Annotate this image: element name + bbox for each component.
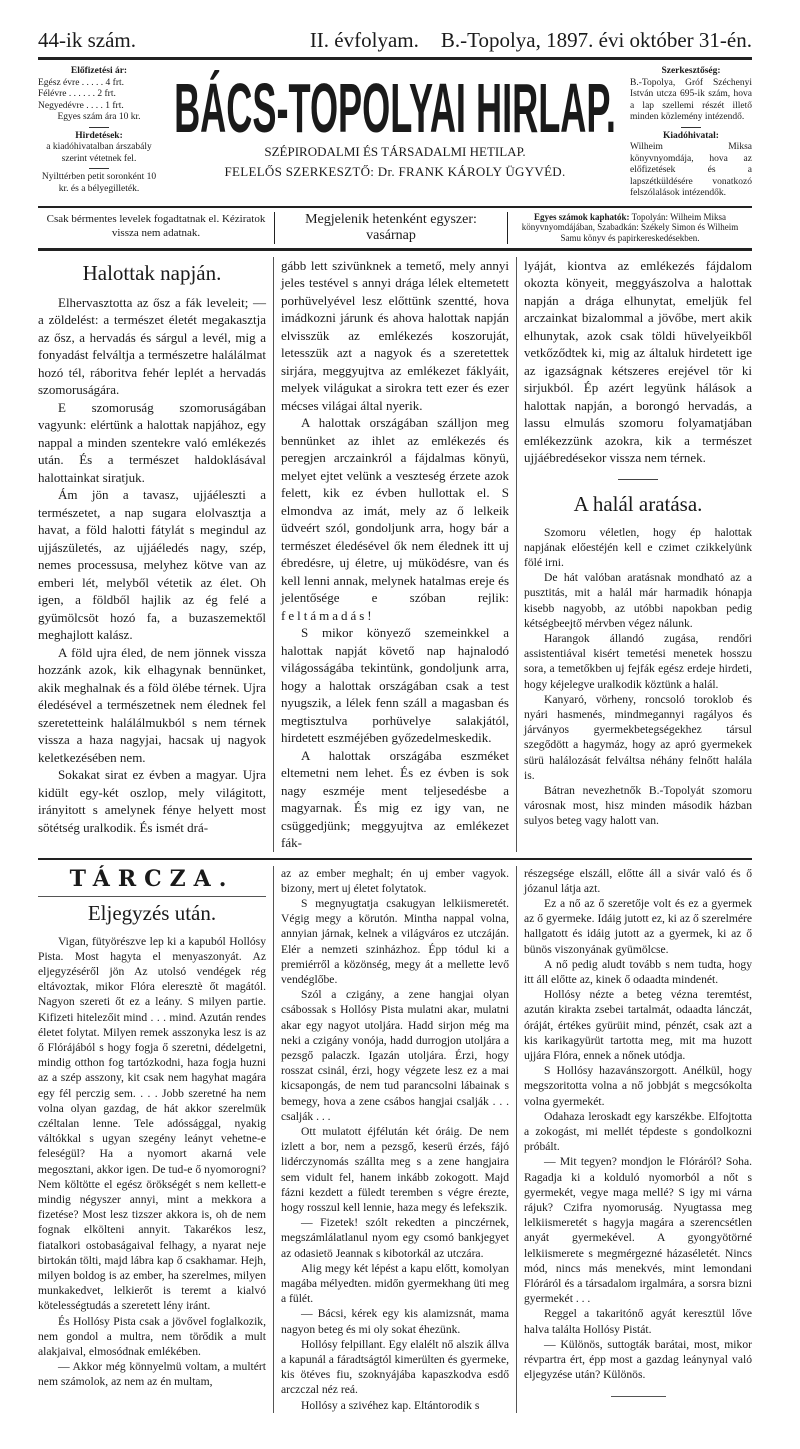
feuilleton-heading: TÁRCZA. <box>38 866 266 897</box>
paragraph: Hollósy a szivéhez kap. Eltántorodik s <box>301 1398 480 1412</box>
volume: II. évfolyam. <box>309 28 419 52</box>
story-column-3 <box>524 866 752 1413</box>
paragraph: Vigan, fütyörészve lep ki a kapuból Hollósy Pista. Most hagyta el menyaszonyát. Az eljegyzéséről jön Az utolsó vendégek rég eltávoztak, mikor Flóra eleresztè őt magától. Nagyon szereti őt ez a leány. S milyen partie. Kifizeti hitelezőit mind . . . mind. Azután rendes életet folytat. Milyen remek asszonyka lesz is az ő Flórájából s hogy fogja ő szeretni, dédelgetni, mindig otthon fog tartózkodni, haza fogja huzni az a szép asszony, kit csak nem hagyhat magára egy fél perczig sem. . . . Jobb szeretné ha nem volna olyan gazdag, de hát akkor szerelmük czéltalan lenne. Tele adóssággal, nyakig váltókkal s ugyan szegény leányt vehetne-e feleségül? Ha a nyomort akarná vele megosztani, akkor igen. De tud-e ő nyomorogni? Nem költötte el egész örökségét s nem kellett-e mindig négyszer annyi, mint a mekkora a fizetése? Most lesz tizszer akkora is, oh de nem fognak elkölteni annyit. Takarékos lesz, fiatalkori ostobaságaival felhagy, a nyarat neje birtokán tölti, majd lábra kap ő csakhamar. Hejh, milyen boldog is az ember, ha szerelmes, milyen munkakedvet, lelkierőt is teremt a kialvó kötelességtudás a szeretett lény iránt. <box>38 934 266 1313</box>
divider <box>89 168 109 169</box>
paragraph <box>281 414 509 624</box>
divider <box>89 127 109 128</box>
masthead-logo <box>170 66 620 140</box>
paragraph: Ám jön a tavasz, ujjáéleszti a természetet, a nap sugara elolvasztja a havat, a föld halotti fátylát s megindul az ujjászületés, az ujjáéledés nagy, szép, nemes processusa, melyhez kötve van az emberi lét, melyből vétetik az élet. Oh igen, a földből hajlik az ég felé a gyümölcsöt hozó fa, a buzaszemektől meghajlott kalász. <box>38 487 266 642</box>
ads-title: Hirdetések: <box>75 130 123 141</box>
column-divider <box>273 866 274 1413</box>
manuscript-note: Csak bérmentes levelek fogadtatnak el. Kéziratok vissza nem adatnak. <box>46 212 266 239</box>
sales-text: Topolyán: Wilheim Miksa könyvnyomdájában, Szabadkán: Székely Simon és Wilheim Samu könyv és papirkereskedésekben. <box>521 211 739 243</box>
top-articles <box>38 251 752 858</box>
divider <box>618 479 658 480</box>
story-column-2 <box>281 866 509 1413</box>
article-column-3 <box>524 257 752 852</box>
responsible-editor: FELELŐS SZERKESZTŐ: Dr. FRANK KÁROLY ÜGYVÉD. <box>224 164 566 179</box>
story-column-1 <box>38 866 266 1413</box>
paragraph: De hát valóban aratásnak mondható az a pusztitás, mit a halál már harmadik hónapja kisebb nagyobb, az utóbbi napokban pedig kétségbeejtő mérvben végez nálunk. <box>524 571 752 630</box>
schedule-day: vasárnap <box>366 227 416 243</box>
masthead-title: BÁCS-TOPOLYAI HIRLAP. <box>174 69 616 140</box>
article-continuation <box>524 257 752 467</box>
masthead-subtitle: SZÉPIRODALMI ÉS TÁRSADALMI HETILAP. <box>264 144 526 159</box>
feuilleton <box>38 860 752 1419</box>
issue-date: B.-Topolya, 1897. évi október 31-én. <box>440 28 752 52</box>
price-single: Egyes szám ára 10 kr. <box>57 112 141 122</box>
paragraph: Kanyaró, vörheny, roncsoló toroklob és nyári hasmenés, mindmegannyi ragályos és járványos gyermekbetegségekhez társul szegődött a hagymáz, hogy az apró gyermekek sürü halálozását felváltsa néhány felnőtt halála is. <box>524 692 752 782</box>
paragraph: S megnyugtatja csakugyan lelkiismeretét. Végig megy a körutón. Mintha nappal volna, annyian járnak, kelnek a világváros ez utczáján. Elér a nemzeti szinházhoz. Épp tódul ki a premiérről a közönség, megy át a mellette levő vendéglőbe. <box>281 896 509 986</box>
paragraph: — Akkor még könnyelmü voltam, a multért nem számolok, az nem az én multam, <box>38 1360 266 1389</box>
masthead-row <box>38 60 752 206</box>
paragraph: — Bácsi, kérek egy kis alamizsnát, mama nagyon beteg és mi oly sokat éhezünk. <box>281 1307 509 1336</box>
publisher-text: Wilheim Miksa könyvnyomdája, hova az előfizetések és a lapszétküldésére vonatkozó felszólalások intézendők. <box>630 142 752 198</box>
paragraph: Elhervasztotta az ősz a fák leveleit; — a zöldelést: a természet életét megakasztja az ősz, a hervadás és sárgul a levél, mig a fonyadást felváltja a természetre halálálmat hozó tél, ráboritva fehér leplét a hervadás szomoruságára. <box>38 294 266 397</box>
sales-points <box>508 212 752 244</box>
paragraph: Sokakat sirat ez évben a magyar. Ujra kidült egy-két oszlop, mely világitott, irányitott s amelynek fénye helyett most sötétség uralkodik. És ismét drá- <box>38 767 266 835</box>
price-half-year: Félévre . . . . . . 2 frt. <box>38 89 116 99</box>
nyilter-text: Nyilttérben petit soronként 10 kr. és a bélyegilleték. <box>41 172 157 194</box>
paragraph: Szomoru véletlen, hogy ép halottak napjának előestéjén kell e czimet czikkelyünk fölé irni. <box>524 525 752 569</box>
paragraph: Harangok állandó zugása, rendőri assistentiával kisért temetési menetek hosszu sora, a temetőkben uj fejfák egész erdeje hirdeti, hogy kéjelegve uralkodik köztünk a halál. <box>524 631 752 691</box>
paragraph: Ez a nő az ő szeretője volt és ez a gyermek az ő gyermeke. Idáig jutott ez, ki az ő szerelmére hallgatott és idáig jutott az a gyermek, ki az ő bünös viszonyának gyümölcse. <box>524 896 752 956</box>
paragraph: A nő pedig aludt tovább s nem tudta, hogy itt áll előtte az, kinek ő odaadta mindenét. <box>524 957 752 986</box>
sales-label: Egyes számok kaphatók: <box>534 211 630 222</box>
paragraph: A föld ujra éled, de nem jönnek vissza hozzánk azok, kik elhagynak bennünket, akik meghalnak és a föld ölébe térnek. Ujra éledésével a természetnek nem élednek fel szeretetteink halálálmukból s nem térnek vissza a haza nagyjai, hacsak uj nagyok keletkezésében nem. <box>38 644 266 765</box>
paragraph: Hollósy nézte a beteg vézna teremtést, azután kirakta zsebei tartalmát, odaadta lánczát, óráját, értékes gyürüit mind, pénzét, csak azt a kis karikagyürüt tartotta meg, mit ma huzott ujjára Flóra, ennek a nőnek utódja. <box>524 988 752 1062</box>
paragraph: Odahaza leroskadt egy karszékbe. Elfojtotta a zokogást, mi mellét tépdeste s gondolkozni próbált. <box>524 1109 752 1154</box>
price-quarter: Negyedévre . . . . 1 frt. <box>38 100 124 111</box>
paragraph: az az ember meghalt; én uj ember vagyok. bizony, mert uj életet folytatok. <box>281 866 509 895</box>
paragraph: lyáját, kiontva az emlékezés fájdalom okozta könyeit, meggyászolva a halottak napján a drága elhunytat, emeljük fel arczainkat bizalommal a jövőbe, mert akik elhunytak, azok csak töldi hüvelyeikből vetkőződtek ki, mig az általuk hirdetett ige az igazságnak kétszeres erejével tör ki sirjukból. Ép azért legyünk hálások a halottak napján, a borongó hervadás, a lassu elmulás szomoru folyamatjában emlékezzünk azokra, kik a természet ujjáébredésekor vissza nem térnek. <box>524 257 752 465</box>
editorial-title: Szerkesztőség: <box>661 66 721 76</box>
editorial-text: B.-Topolya, Gróf Széchenyi István utcza 695-ik szám, hova a lap szellemi részét illető minden közlemény intézendő. <box>630 77 752 122</box>
paragraph: — Fizetek! szólt rekedten a pinczérnek, megszámlálatlanul nyom egy csomó bankjegyet az odasietö Jeannak s kibotorkál az utczára. <box>281 1216 509 1260</box>
article-column-1 <box>38 257 266 852</box>
paragraph: gább lett szivünknek a temető, mely annyi jeles testével s annyi drága lélek eltemetett porhüvelyével lesz előttünk szentté, hova imádkozni járunk és ahova halottak napján elvisszük az emlékezés koszoruját, letesszük azt a nagyok és a szeretettek sirjára, meggyujtva az emlékezet fáklyáit, melyek világukat a sirokra tett ezer és ezer mécses világai által nyerik. <box>281 257 509 413</box>
paragraph: S Hollósy hazavánszorgott. Anélkül, hogy megszoritotta volna a nő jobbját s megcsókolta volna gyermekét. <box>524 1064 752 1108</box>
editorial-box <box>630 66 752 200</box>
paragraph: E szomoruság szomoruságában vagyunk: elértünk a halottak napjához, egy nappal a minden szentekre való emlékezés után. És a természet haldoklásával halottainkat siratjuk. <box>38 399 266 485</box>
emphasis-text: feltámadás! <box>281 607 375 623</box>
info-bar <box>38 208 752 248</box>
column-divider <box>516 257 517 852</box>
subscription-title: Előfizetési ár: <box>70 66 128 76</box>
price-year: Egész évre . . . . . 4 frt. <box>38 77 124 88</box>
publication-schedule <box>275 212 507 244</box>
article-title: Halottak napján. <box>82 260 222 285</box>
paragraph: részegsége elszáll, előtte áll a sivár való és ő józanul látja azt. <box>524 866 752 895</box>
paragraph: — Mit tegyen? mondjon le Flóráról? Soha. Ragadja ki a kolduló nyomorból a nőt s gyermekét, vegye maga mellé? S igy mi várna rájuk? Czifra nyomoruság. Nyugtassa meg lelkiismeretét s hagyja magára a szerencsétlen anyát gyermekével. A gyongyötörné lelkiismerete s megmérgezné házaséletét. Nincs mód, nincs más menekvés, mint lemondani Flóráról és a társadalom irgalmára, a sorsra bizni gyermekét . . . <box>524 1155 752 1306</box>
story-title: Eljegyzés után. <box>87 900 217 925</box>
paragraph: Bátran nevezhetnők B.-Topolyát szomoru városnak most, hisz minden második házban sulyos beteg vagy halott van. <box>524 783 752 828</box>
paragraph: És Hollósy Pista csak a jövővel foglalkozik, nem gondol a multra, nem törődik a mult alakjaival, elmosódnak emlékében. <box>38 1314 266 1358</box>
article-column-2 <box>281 257 509 852</box>
schedule-label: Megjelenik hetenként egyszer: <box>305 211 477 227</box>
paragraph: Hollósy felpillant. Egy elalélt nő alszik állva a kapunál a fáradtságtól kimerülten és gyermeke, kis ötéves fiu, szoknyájába kapaszkodva esdő arczczal néz reá. <box>281 1337 509 1397</box>
masthead <box>170 66 620 200</box>
ads-text: a kiadóhivatalban árszabály szerint vétetnek fel. <box>46 142 152 164</box>
issue-number: 44-ik szám. <box>38 28 136 52</box>
paragraph: Alig megy két lépést a kapu előtt, komolyan magába mélyedten. midőn gyermekhang üti meg a fülét. <box>281 1261 509 1306</box>
header-line <box>38 28 752 53</box>
article-body <box>524 525 752 829</box>
paragraph: S mikor könyező szemeinkkel a halottak napját követő nap hajnalodó világosságába tekintünk, gondoljunk arra, hogy a halottak országában csak a test nyugszik, a lélek fenn száll a magasban és megtisztulva porhüvelye salakjától, hirdetett eszméjében győzedelmeskedik. <box>281 625 509 745</box>
column-divider <box>516 866 517 1413</box>
paragraph: Szól a czigány, a zene hangjai olyan csábossak s Hollósy Pista mulatni akar, mulatni akar egy nagyot utoljára. Hadd sirjon még ma neki a czigány vonója, hadd durrogjon utoljára a pezsgő palaczk. Igazán utoljára. Érzi, hogy rosszat csinál, érzi, hogy végzete lesz ez a mai kicsapongás, de nem tud parancsolni lábainak s bemegy, hova a zene csábos hangjai csalják . . . csalják . . . <box>281 988 509 1123</box>
subscription-box <box>38 66 160 200</box>
paragraph: A halottak országába eszméket eltemetni nem lehet. És ez évben is sok nagy eszméje ment teljesedésbe a magyarnak. És mig ez igy van, ne csüggedjünk; meggyujtva az emlékezet fák- <box>281 747 509 850</box>
paragraph: Ott mulatott éjfélután két óráig. De nem izlett a bor, nem a pezsgő, keserü érzés, fájó lidérczynomás szállta meg s a zene hangjaira sem vidult fel, hanem inkább zokogott. Majd fázni kezdett a füledt teremben s végre érezte, hogy rosszul kell lennie, haza megy és lefekszik. <box>281 1124 509 1214</box>
column-divider <box>273 257 274 852</box>
paragraph: Reggel a takaritónő agyát keresztül lőve halva találta Hollósy Pistát. <box>524 1307 752 1336</box>
divider <box>681 127 701 128</box>
paragraph: — Különös, suttogták barátai, most, mikor révpartra ért, épp most a gazdag leánynyal való eljegyzése után? Különös. <box>524 1337 752 1382</box>
end-divider <box>611 1396 666 1397</box>
article-title: A halál aratása. <box>573 491 703 516</box>
paragraph-text: A halottak országában szálljon meg bennünket az ihlet az emlékezés és peregjen arczainkról a fájdalmas könyü, melyet ejtet velünk a veszteség érzete azok felett, kik ez évben hullottak el. S elmondva az imát, mely az ő lelkeik üdveért szól, gondoljunk arra, hogy bár a természet éledésével ők nem élednek itt uj ébredésre, uj életre, uj müködésre, van és kell lenni annak, melynek hatalmas ereje és jelentősége e szóban rejlik: <box>281 415 509 605</box>
publisher-title: Kiadóhivatal: <box>663 130 719 141</box>
